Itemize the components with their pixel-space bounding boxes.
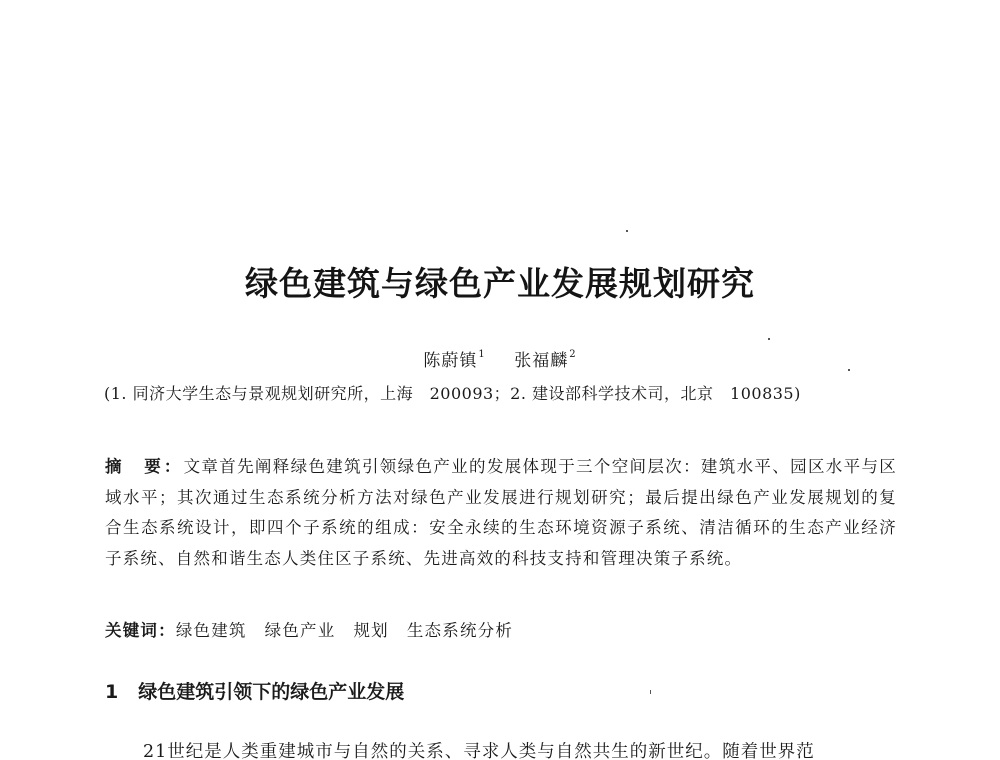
keywords — [105, 617, 531, 641]
scan-speck — [768, 338, 770, 340]
abstract — [105, 452, 897, 574]
keyword: 规划 — [353, 621, 389, 640]
affiliation-mark: 1 — [478, 349, 486, 360]
section-title: 绿色建筑引领下的绿色产业发展 — [138, 681, 405, 703]
author-1 — [423, 346, 485, 371]
paper-title: 绿色建筑与绿色产业发展规划研究 — [245, 264, 755, 303]
keywords-label: 关键词： — [105, 621, 176, 640]
section-number: 1 — [105, 681, 119, 703]
section-heading — [105, 677, 404, 704]
scan-speck — [650, 690, 651, 694]
keyword: 绿色建筑 — [175, 621, 247, 640]
affiliation-mark: 2 — [569, 349, 577, 360]
scan-speck — [626, 230, 628, 232]
author-2 — [514, 346, 576, 371]
author-name: 陈蔚镇 — [423, 351, 478, 371]
abstract-text: 文章首先阐释绿色建筑引领绿色产业的发展体现于三个空间层次：建筑水平、园区水平与区域水平；其次通过生态系统分析方法对绿色产业发展进行规划研究；最后提出绿色产业发展规划的复合生态系统设计，即四个子系统的组成：安全永续的生态环境资源子系统、清洁循环的生态产业经济子系统、自然和谐生态人类住区子系统、先进高效的科技支持和管理决策子系统。 — [105, 457, 898, 568]
author-line — [0, 346, 1000, 371]
affiliations: (1. 同济大学生态与景观规划研究所，上海 200093；2. 建设部科学技术司，北京 100835) — [104, 384, 801, 403]
abstract-label: 摘 要： — [105, 457, 184, 476]
author-name: 张福麟 — [514, 351, 569, 371]
keyword: 生态系统分析 — [406, 621, 514, 640]
keyword: 绿色产业 — [264, 621, 336, 640]
body-paragraph: 21世纪是人类重建城市与自然的关系、寻求人类与自然共生的新世纪。随着世界范 — [143, 742, 815, 760]
scan-speck — [848, 369, 850, 371]
